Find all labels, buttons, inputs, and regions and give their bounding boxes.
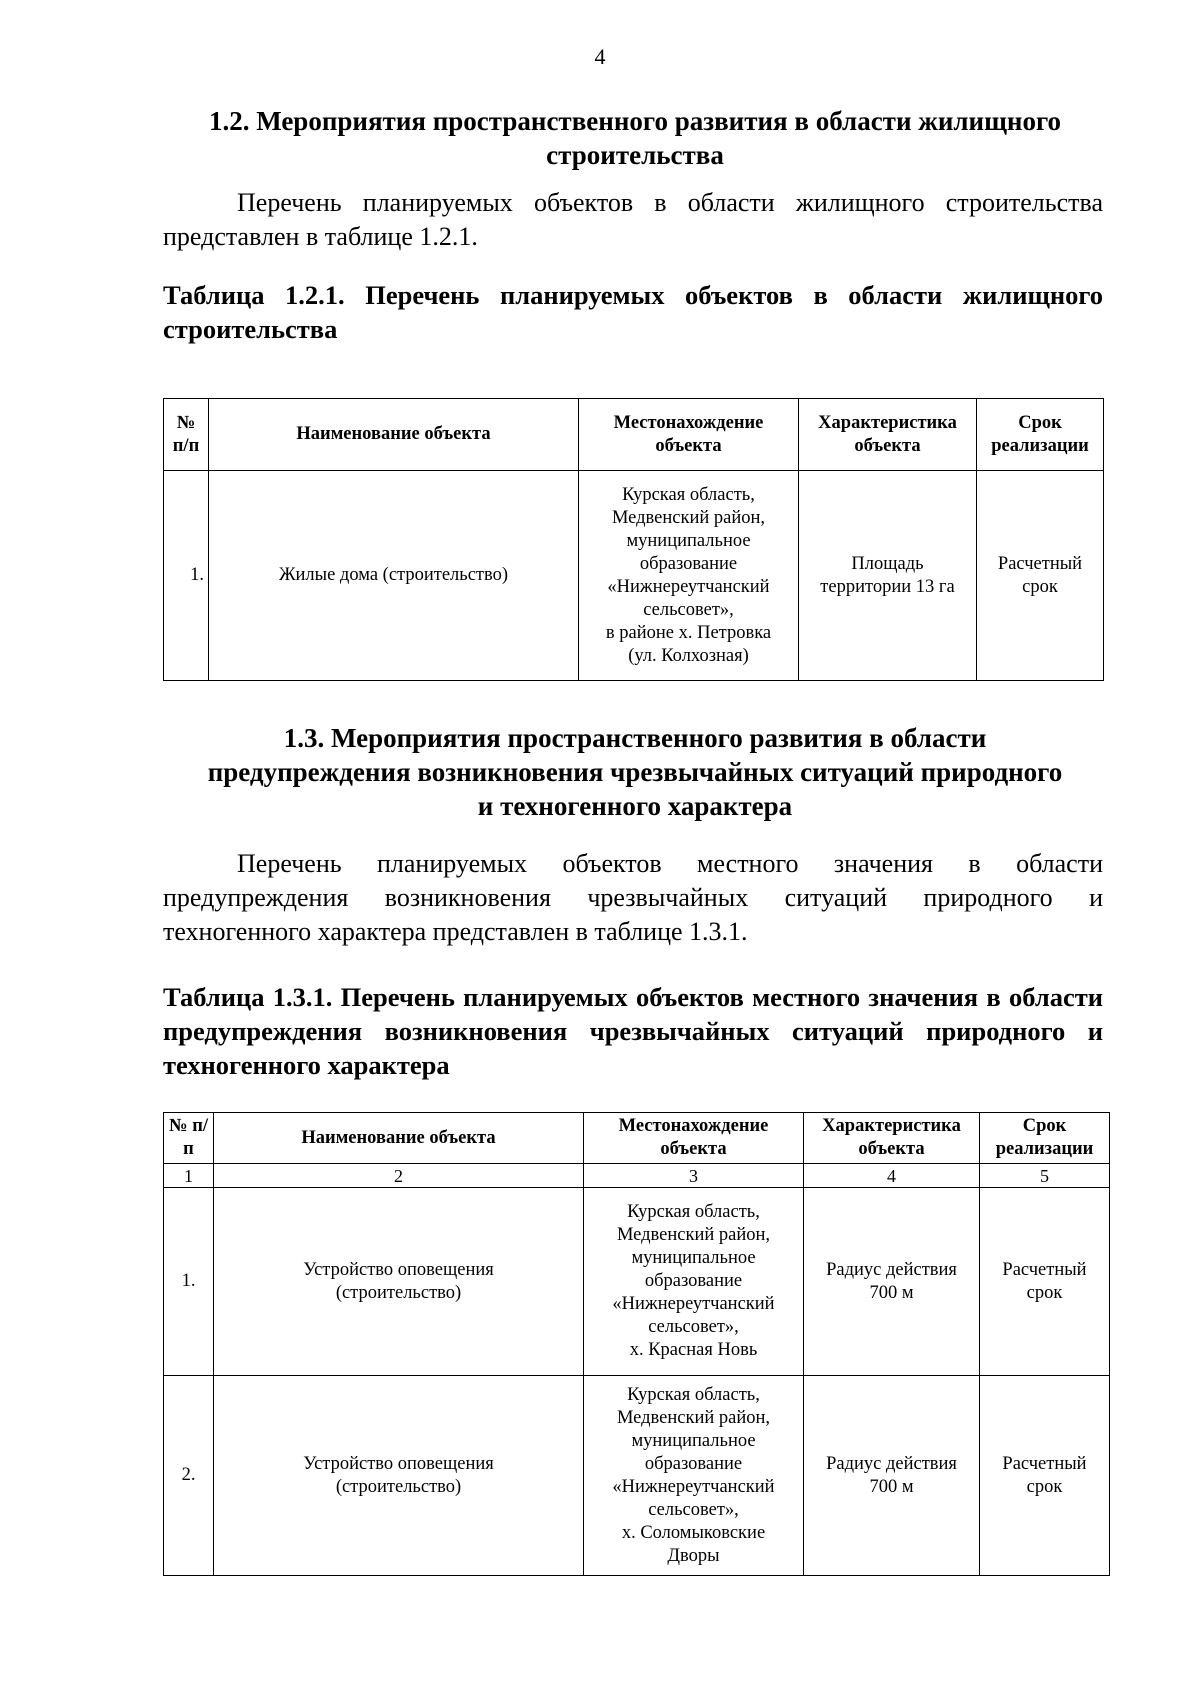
section-1-3-heading [165, 721, 1105, 823]
cell-line: образование [639, 553, 738, 574]
table-row [164, 1376, 1110, 1576]
header-location: Местонахождение объекта [584, 1113, 804, 1164]
cell-name [214, 1376, 584, 1576]
header-term: Срок реализации [980, 1113, 1110, 1164]
cell-line: х. Красная Новь [629, 1340, 758, 1360]
cell-characteristic [804, 1376, 980, 1576]
cell-term [977, 471, 1104, 681]
table-1-3-1 [163, 1112, 1110, 1576]
cell-line: Радиус действия [826, 1259, 957, 1280]
cell-line: образование [644, 1453, 743, 1474]
paragraph-text: Перечень планируемых объектов местного значения в области предупреждения возникновения чрезвычайных ситуаций природного и техногенного характера представлен в таблице 1.3.1. [163, 849, 1103, 946]
cell-line: Курская область, [627, 1202, 760, 1222]
cell-line: сельсовет», [643, 599, 734, 620]
column-number: 5 [980, 1164, 1110, 1188]
cell-line: «Нижнереутчанский [612, 1476, 775, 1497]
cell-characteristic [799, 471, 977, 681]
cell-line: Расчетный [1002, 1259, 1087, 1280]
table-1-2-1 [163, 398, 1104, 681]
column-number: 4 [804, 1164, 980, 1188]
cell-line: Устройство оповещения [303, 1453, 494, 1474]
table-header-row [164, 399, 1104, 471]
cell-num: 1. [164, 1188, 214, 1376]
table-row [164, 471, 1104, 681]
cell-line: (строительство) [335, 1282, 462, 1303]
header-name: Наименование объекта [209, 399, 579, 471]
section-1-2-paragraph [163, 186, 1103, 254]
cell-line: Медвенский район, [616, 1407, 771, 1428]
header-term: Срок реализации [977, 399, 1104, 471]
column-number-row [164, 1164, 1110, 1188]
table-1-2-1-caption: Таблица 1.2.1. Перечень планируемых объектов в области жилищного строительства [163, 280, 1103, 344]
cell-name: Жилые дома (строительство) [209, 471, 579, 681]
cell-term [980, 1188, 1110, 1376]
cell-characteristic [804, 1188, 980, 1376]
heading-line: строительства [546, 140, 724, 170]
cell-line: Медвенский район, [611, 507, 766, 528]
column-number: 2 [214, 1164, 584, 1188]
cell-line: Медвенский район, [616, 1225, 771, 1245]
cell-line: сельсовет», [648, 1499, 739, 1520]
cell-line: муниципальное [626, 530, 751, 551]
cell-line: (строительство) [335, 1476, 462, 1497]
cell-line: «Нижнереутчанский [607, 576, 770, 597]
cell-line: территории 13 га [820, 576, 955, 597]
heading-line: и техногенного характера [477, 791, 793, 821]
cell-line: Курская область, [622, 484, 755, 505]
cell-line: Расчетный [1002, 1453, 1087, 1474]
cell-line: образование [644, 1271, 743, 1291]
cell-line: срок [1026, 1476, 1063, 1497]
cell-location [584, 1188, 804, 1376]
header-name: Наименование объекта [214, 1113, 584, 1164]
cell-num: 1. [164, 471, 209, 681]
cell-line: «Нижнереутчанский [612, 1294, 775, 1314]
header-characteristic: Характеристика объекта [799, 399, 977, 471]
cell-line: Радиус действия [826, 1453, 957, 1474]
cell-line: Расчетный [997, 553, 1083, 574]
table-1-3-1-caption: Таблица 1.3.1. Перечень планируемых объектов местного значения в области предупреждения возникновения чрезвычайных ситуаций природного и техногенного характера [163, 982, 1103, 1080]
cell-line: сельсовет», [648, 1317, 739, 1337]
heading-line: 1.3. Мероприятия пространственного развития в области [283, 723, 987, 753]
section-1-2-heading [165, 104, 1105, 172]
section-1-3-paragraph [163, 847, 1103, 949]
cell-line: Дворы [667, 1545, 720, 1566]
cell-line: 700 м [869, 1476, 914, 1497]
table-header-row [164, 1113, 1110, 1164]
cell-line: х. Соломыковские [621, 1522, 766, 1543]
cell-term [980, 1376, 1110, 1576]
cell-name [214, 1188, 584, 1376]
cell-location [579, 471, 799, 681]
cell-line: 700 м [869, 1282, 914, 1303]
table-row [164, 1188, 1110, 1376]
heading-line: 1.2. Мероприятия пространственного развития в области жилищного [208, 106, 1062, 136]
header-num: № п/п [164, 1113, 214, 1164]
column-number: 3 [584, 1164, 804, 1188]
header-location: Местонахождение объекта [579, 399, 799, 471]
cell-location [584, 1376, 804, 1576]
header-characteristic: Характеристика объекта [804, 1113, 980, 1164]
page-number: 4 [594, 44, 606, 69]
cell-num: 2. [164, 1376, 214, 1576]
cell-line: Курская область, [627, 1384, 760, 1405]
cell-line: срок [1026, 1282, 1063, 1303]
cell-line: в районе х. Петровка [605, 622, 772, 643]
heading-line: предупреждения возникновения чрезвычайных ситуаций природного [207, 757, 1063, 787]
header-num: № п/п [164, 399, 209, 471]
column-number: 1 [164, 1164, 214, 1188]
paragraph-text: Перечень планируемых объектов в области жилищного строительства представлен в таблице 1.2.1. [163, 188, 1103, 251]
cell-line: муниципальное [631, 1248, 756, 1268]
cell-line: муниципальное [631, 1430, 756, 1451]
cell-line: Площадь [851, 553, 924, 574]
cell-line: (ул. Колхозная) [628, 645, 749, 666]
cell-line: срок [1022, 576, 1058, 597]
cell-line: Устройство оповещения [303, 1259, 494, 1280]
